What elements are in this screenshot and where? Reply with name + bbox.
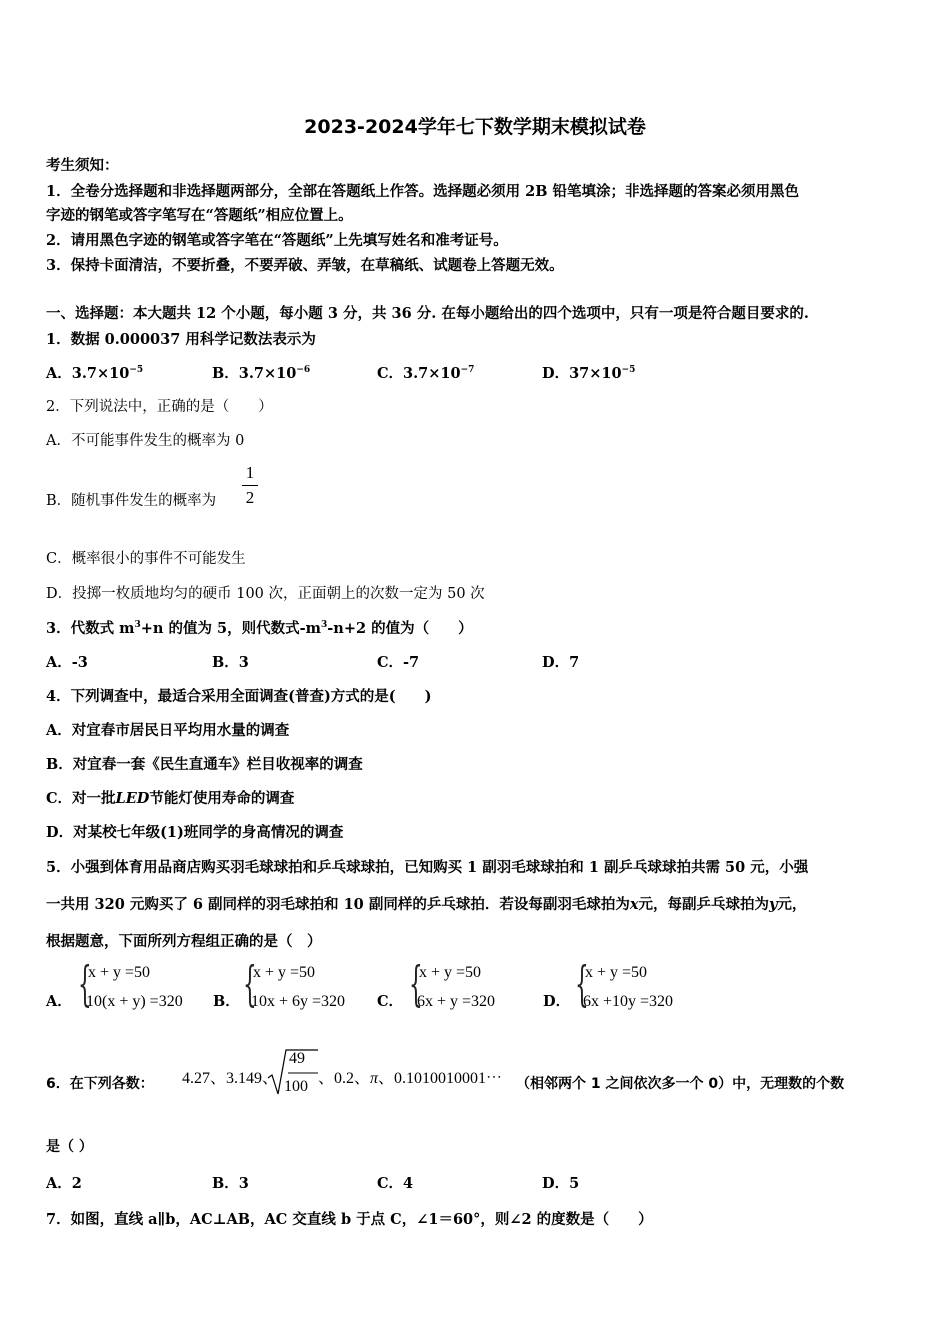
q5-stem-line-3: 根据题意，下面所列方程组正确的是（ ）	[46, 933, 322, 950]
q6-sqrt-denominator: 100	[284, 1078, 308, 1095]
notice-item-1-line-1: 1．全卷分选择题和非选择题两部分，全部在答题纸上作答。选择题必须用 2B 铅笔填涂；非选择题的答案必须用黑色	[46, 183, 800, 200]
q5-option-b-eq2: 10x + 6y =320	[251, 993, 346, 1010]
q6-option-b: B．3	[212, 1175, 249, 1192]
q4-stem: 4．下列调查中，最适合采用全面调查(普查)方式的是( )	[46, 688, 432, 705]
q2-stem: 2．下列说法中，正确的是（ ）	[46, 399, 273, 415]
q6-sqrt-numerator: 49	[289, 1050, 305, 1067]
q5-option-a-label: A．	[46, 993, 72, 1010]
q5-option-d-eq1: x + y =50	[585, 964, 648, 981]
q2-option-b: B．随机事件发生的概率为	[46, 493, 217, 509]
q5-option-a-eq1: x + y =50	[88, 964, 151, 981]
q4-option-d: D．对某校七年级(1)班同学的身高情况的调查	[46, 824, 344, 841]
q5-option-a-eq2: 10(x + y) =320	[86, 993, 183, 1010]
q3-option-d: D．7	[542, 654, 580, 671]
q6-stem-end: 是（ ）	[46, 1139, 93, 1155]
page-title: 2023-2024学年七下数学期末模拟试卷	[304, 116, 646, 138]
left-brace-icon: {	[78, 956, 92, 1012]
q5-option-d-label: D．	[543, 993, 571, 1010]
left-brace-icon: {	[409, 956, 423, 1012]
q4-option-b: B．对宜春一套《民生直通车》栏目收视率的调查	[46, 756, 363, 773]
q5-stem-line-1: 5．小强到体育用品商店购买羽毛球球拍和乒乓球球拍，已知购买 1 副羽毛球球拍和 1 副乒乓球球拍共需 50 元，小强	[46, 859, 809, 876]
q2-option-a: A．不可能事件发生的概率为 0	[46, 433, 245, 449]
q5-option-d-eq2: 6x +10y =320	[583, 993, 674, 1010]
notice-item-3: 3．保持卡面清洁，不要折叠，不要弄破、弄皱，在草稿纸、试题卷上答题无效。	[46, 257, 564, 274]
q2-fraction-denominator: 2	[245, 488, 255, 507]
q6-option-c: C．4	[377, 1175, 414, 1192]
notice-item-2: 2．请用黑色字迹的钢笔或答字笔在“答题纸”上先填写姓名和准考证号。	[46, 232, 508, 249]
q2-option-d: D．投掷一枚质地均匀的硬币 100 次，正面朝上的次数一定为 50 次	[46, 586, 485, 602]
q5-option-c-eq2: 6x + y =320	[417, 993, 496, 1010]
q5-option-b-label: B．	[213, 993, 240, 1010]
left-brace-icon: {	[575, 956, 589, 1012]
q3-stem: 3．代数式 $m^3+n$ 的值为 5，则代数式$-m^3-n+2$ 的值为（ ）	[46, 620, 473, 637]
q7-stem: 7．如图，直线 a∥b，AC⊥AB，AC 交直线 b 于点 C，∠1＝60°，则∠2 的度数是（ ）	[46, 1211, 653, 1228]
q5-stem-line-2: 一共用 320 元购买了 6 副同样的羽毛球拍和 10 副同样的乒乓球拍．若设每副羽毛球拍为x元，每副乒乓球拍为y元，	[46, 896, 807, 913]
q6-option-a: A．2	[46, 1175, 82, 1192]
q1-option-d: D．$37\times 10^{-5}$	[542, 365, 636, 382]
q6-option-d: D．5	[542, 1175, 580, 1192]
left-brace-icon: {	[243, 956, 257, 1012]
q5-option-b-eq1: x + y =50	[253, 964, 316, 981]
q2-fraction	[242, 463, 258, 508]
q6-numbers-part-2: 、0.2、π、0.1010010001⋯	[318, 1070, 503, 1087]
q6-stem-lead: 6．在下列各数：	[46, 1076, 154, 1092]
q4-option-a: A．对宜春市居民日平均用水量的调查	[46, 722, 290, 739]
q3-option-a: A．-3	[46, 654, 88, 671]
q6-stem-tail: （相邻两个 1 之间依次多一个 0）中，无理数的个数	[516, 1076, 845, 1092]
notice-item-1-line-2: 字迹的钢笔或答字笔写在“答题纸”相应位置上。	[46, 207, 353, 224]
q5-option-c-eq1: x + y =50	[419, 964, 482, 981]
q5-option-c-label: C．	[377, 993, 404, 1010]
notice-heading: 考生须知：	[46, 157, 119, 174]
q1-option-b: B．$3.7\times 10^{-6}$	[212, 365, 311, 382]
q1-option-c: C．$3.7\times 10^{-7}$	[377, 365, 475, 382]
q2-option-c: C．概率很小的事件不可能发生	[46, 551, 246, 567]
fraction-bar	[242, 485, 258, 486]
q3-option-b: B．3	[212, 654, 249, 671]
q6-numbers-part-1: 4.27、3.149、	[182, 1070, 279, 1087]
section-heading: 一、选择题：本大题共 12 个小题，每小题 3 分，共 36 分. 在每小题给出的四个选项中，只有一项是符合题目要求的.	[46, 305, 809, 322]
q3-option-c: C．-7	[377, 654, 420, 671]
q2-fraction-numerator: 1	[245, 463, 255, 482]
q1-stem: 1．数据 0.000037 用科学记数法表示为	[46, 331, 316, 348]
q1-option-a: A．$3.7\times 10^{-5}$	[46, 365, 144, 382]
q4-option-c: C．对一批LED节能灯使用寿命的调查	[46, 790, 295, 807]
